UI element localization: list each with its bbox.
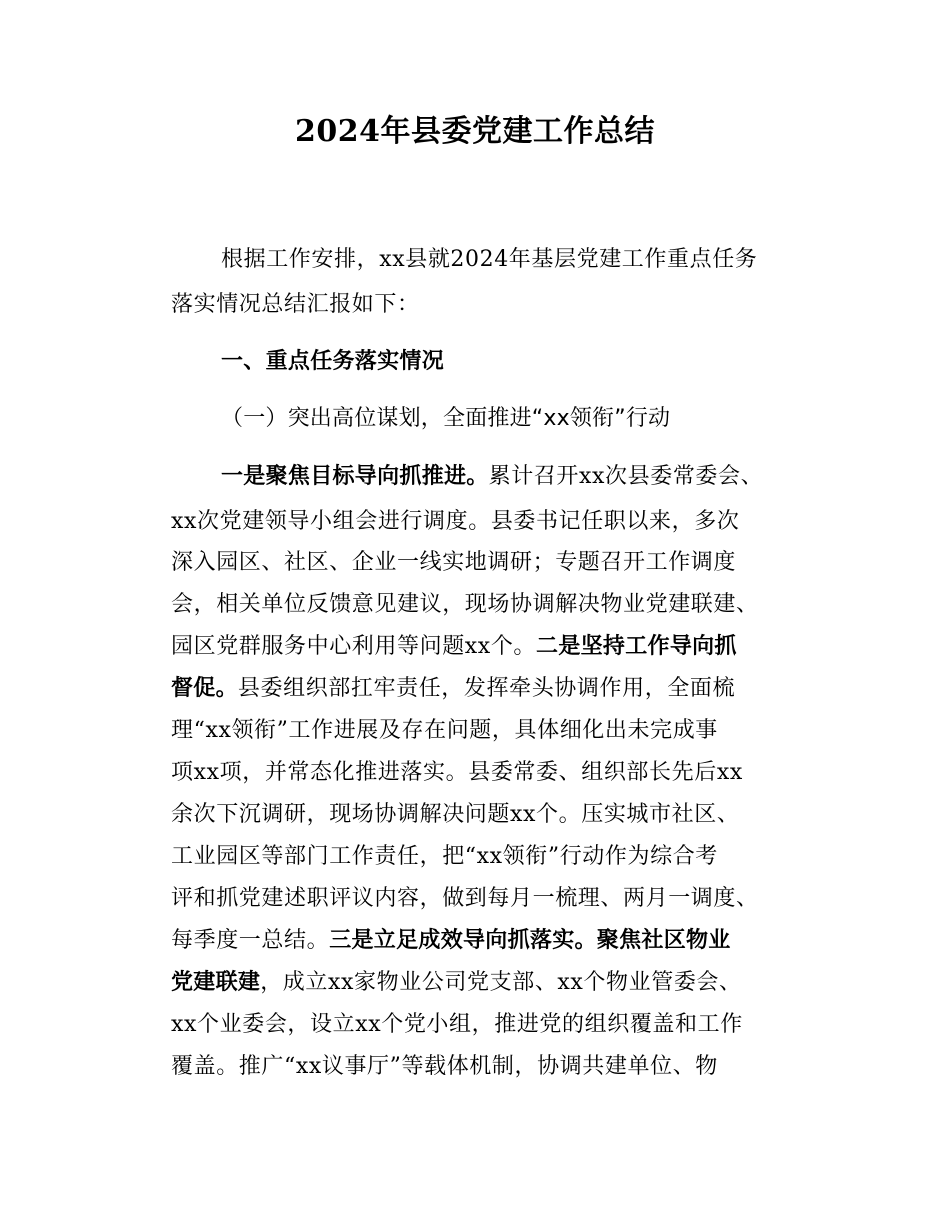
body-text: 理“xx领衔”工作进展及存在问题，具体细化出未完成事 xyxy=(171,718,718,743)
body-line xyxy=(171,716,718,746)
body-text: 评和抓党建述职评议内容，做到每月一梳理、两月一调度、 xyxy=(171,886,759,911)
body-line xyxy=(171,632,737,662)
body-line xyxy=(171,674,735,704)
body-text: 覆盖。推广“xx议事厅”等载体机制，协调共建单位、物 xyxy=(171,1054,718,1079)
body-text: 深入园区、社区、企业一线实地调研；专题召开工作调度 xyxy=(171,550,737,575)
body-line xyxy=(171,548,736,578)
body-text: 每季度一总结。 xyxy=(171,928,330,953)
bold-lead: 二是坚持工作导向抓 xyxy=(536,634,737,659)
body-line xyxy=(171,884,759,914)
body-line xyxy=(171,968,742,998)
bold-lead: 党建联建 xyxy=(171,970,261,995)
intro-line-2: 落实情况总结汇报如下： xyxy=(171,292,420,317)
body-line xyxy=(171,926,731,956)
body-text: 园区党群服务中心利用等问题xx个。 xyxy=(171,634,537,659)
bold-lead: 督促。 xyxy=(171,676,238,701)
body-line xyxy=(171,800,739,830)
body-text: xx次党建领导小组会进行调度。县委书记任职以来，多次 xyxy=(171,509,740,534)
bold-lead: 一是聚焦目标导向抓推进。 xyxy=(221,464,489,489)
body-line xyxy=(171,842,718,872)
body-line xyxy=(171,590,759,620)
body-text: 县委组织部扛牢责任，发挥牵头协调作用，全面梳 xyxy=(237,676,736,701)
body-line xyxy=(171,507,739,537)
body-line xyxy=(221,462,763,492)
body-text: 累计召开xx次县委常委会、 xyxy=(488,464,764,489)
section-heading: 一、重点任务落实情况 xyxy=(221,349,445,374)
body-text: ，成立xx家物业公司党支部、xx个物业管委会、 xyxy=(260,970,742,995)
document-title: 2024年县委党建工作总结 xyxy=(295,114,655,149)
body-text: 会，相关单位反馈意见建议，现场协调解决物业党建联建、 xyxy=(171,592,759,617)
body-text: 项xx项，并常态化推进落实。县委常委、组织部长先后xx xyxy=(171,760,743,785)
body-line xyxy=(171,758,743,788)
body-text: xx个业委会，设立xx个党小组，推进党的组织覆盖和工作 xyxy=(171,1012,743,1037)
body-text: 工业园区等部门工作责任，把“xx领衔”行动作为综合考 xyxy=(171,844,718,869)
body-text: 余次下沉调研，现场协调解决问题xx个。压实城市社区、 xyxy=(171,802,740,827)
intro-line-1: 根据工作安排，xx县就2024年基层党建工作重点任务 xyxy=(221,247,758,272)
body-line xyxy=(171,1010,743,1040)
bold-lead: 三是立足成效导向抓落实。聚焦社区物业 xyxy=(329,928,731,953)
subsection-heading: （一）突出高位谋划，全面推进“xx领衔”行动 xyxy=(221,406,671,431)
body-line xyxy=(171,1052,718,1082)
